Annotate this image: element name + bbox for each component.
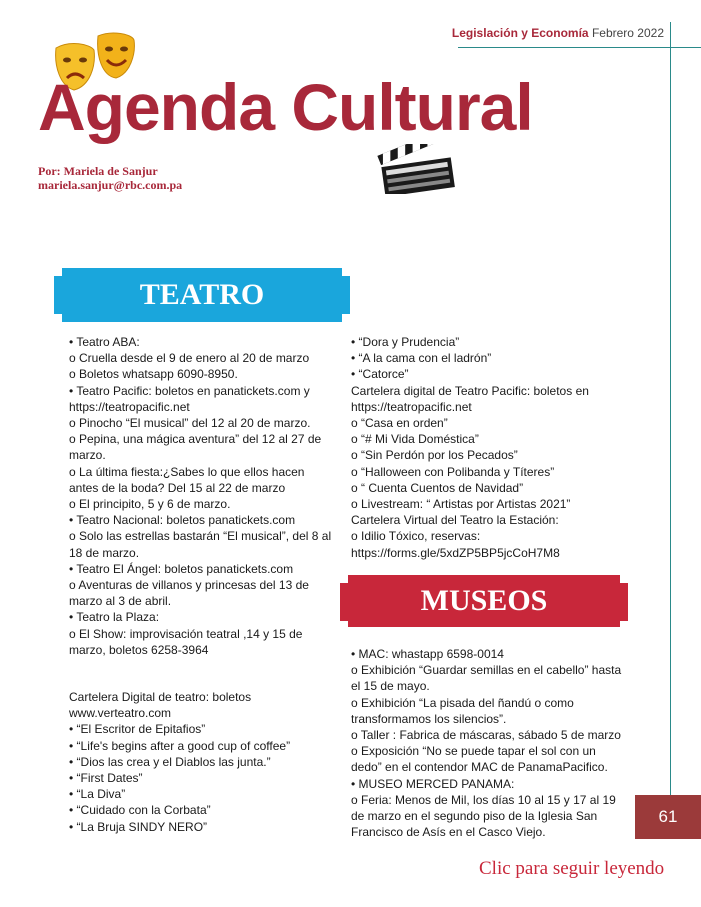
teatro-column-right	[351, 334, 621, 561]
list-item: • MUSEO MERCED PANAMA:	[351, 776, 515, 791]
list-item: • “Dios las crea y el Diablos las junta.”	[69, 754, 271, 769]
teatro-heading: TEATRO	[139, 278, 265, 311]
list-item: o “ Cuenta Cuentos de Navidad”	[351, 480, 524, 495]
list-item: o Taller : Fabrica de máscaras, sábado 5 de marzo	[351, 728, 621, 743]
list-item: • Teatro El Ángel: boletos panatickets.com	[69, 561, 294, 576]
museos-column	[351, 646, 623, 840]
margin-rule	[670, 22, 671, 822]
list-item: • “A la cama con el ladrón”	[351, 351, 492, 366]
page-number: 61	[635, 795, 701, 839]
list-item: o Cruella desde el 9 de enero al 20 de marzo	[69, 351, 310, 366]
list-item: • “Life's begins after a good cup of coffee”	[69, 738, 291, 753]
museos-banner	[348, 575, 620, 627]
museos-heading: MUSEOS	[420, 584, 548, 617]
teatro-column-left	[69, 334, 337, 658]
list-item: o Pinocho “El musical” del 12 al 20 de marzo.	[69, 416, 311, 431]
list-item: o La última fiesta:¿Sabes lo que ellos hacen antes de la boda? Del 15 al 22 de marzo	[69, 464, 305, 495]
list-item: • “La Diva”	[69, 787, 126, 802]
list-item: o Pepina, una mágica aventura” del 12 al 27 de marzo.	[69, 432, 322, 463]
author-email: mariela.sanjur@rbc.com.pa	[38, 178, 183, 192]
list-item: o El principito, 5 y 6 de marzo.	[69, 497, 231, 512]
issue-date: Febrero 2022	[591, 26, 664, 40]
list-item: o Exhibición “Guardar semillas en el cabello” hasta el 15 de mayo.	[351, 663, 622, 694]
list-item: o Livestream: “ Artistas por Artistas 2021”	[351, 497, 571, 512]
clapperboard-icon	[376, 144, 460, 194]
page-header	[452, 26, 664, 40]
list-item: o Feria: Menos de Mil, los días 10 al 15 y 17 al 19 de marzo en el segundo piso de la Iglesia San Francisco de Asís en el Casco Viejo.	[351, 792, 616, 840]
list-item: Cartelera Virtual del Teatro la Estación:	[351, 513, 559, 528]
list-item: • MAC: whastapp 6598-0014	[351, 647, 504, 661]
list-item: • “Cuidado con la Corbata”	[69, 803, 211, 818]
list-item: • “First Dates”	[69, 771, 143, 786]
page-title: Agenda Cultural	[38, 70, 533, 144]
list-item: o Solo las estrellas bastarán “El musical”, del 8 al 18 de marzo.	[69, 529, 332, 560]
continue-reading-link[interactable]: Clic para seguir leyendo	[479, 858, 665, 879]
teatro-digital-list	[69, 689, 337, 835]
header-rule	[458, 47, 701, 48]
byline	[38, 164, 182, 192]
list-item: o “# Mi Vida Doméstica”	[351, 432, 479, 447]
publication-name: Legislación y Economía	[451, 26, 589, 40]
list-item: o El Show: improvisación teatral ,14 y 15 de marzo, boletos 6258-3964	[69, 626, 303, 657]
list-item: • “La Bruja SINDY NERO”	[69, 819, 208, 834]
list-item: • Teatro ABA:	[69, 335, 140, 349]
list-item: o “Halloween con Polibanda y Títeres”	[351, 464, 555, 479]
list-item: Cartelera digital de Teatro Pacific: boletos en https://teatropacific.net	[351, 383, 589, 414]
list-item: o “Casa en orden”	[351, 416, 448, 431]
list-item: • Teatro Nacional: boletos panatickets.com	[69, 513, 296, 528]
list-item: • Teatro Pacific: boletos en panatickets.com y https://teatropacific.net	[69, 383, 310, 414]
list-item: o Idilio Tóxico, reservas: https://forms.gle/5xdZP5BP5jcCoH7M8	[351, 529, 560, 560]
list-item: o Boletos whatsapp 6090-8950.	[69, 367, 238, 382]
list-item: Cartelera Digital de teatro: boletos www.verteatro.com	[69, 690, 252, 721]
list-item: o Exhibición “La pisada del ñandú o como transformamos los silencios”.	[351, 695, 574, 726]
list-item: o Exposición “No se puede tapar el sol con un dedo” en el contendor MAC de PanamaPacifico.	[351, 744, 608, 775]
author: Por: Mariela de Sanjur	[38, 164, 158, 178]
list-item: • “Dora y Prudencia”	[351, 335, 460, 349]
teatro-banner	[62, 268, 342, 322]
list-item: • Teatro la Plaza:	[69, 610, 160, 625]
list-item: o Aventuras de villanos y princesas del 13 de marzo al 3 de abril.	[69, 578, 309, 609]
list-item: • “El Escritor de Epitafios”	[69, 722, 206, 737]
list-item: • “Catorce”	[351, 367, 409, 382]
list-item: o “Sin Perdón por los Pecados”	[351, 448, 518, 463]
